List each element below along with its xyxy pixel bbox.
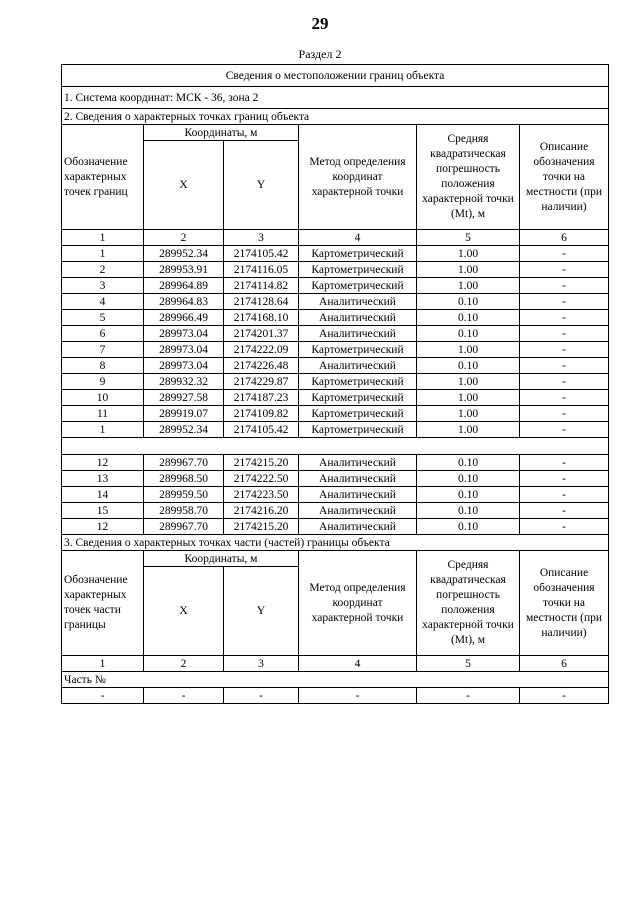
table-cell: 1.00: [417, 390, 520, 406]
table-cell: 1.00: [417, 342, 520, 358]
table-cell: 289952.34: [144, 246, 224, 262]
s3-col-numbers-row: [62, 656, 609, 672]
s3-header-col1: [62, 551, 144, 656]
coord-system: 1. Система координат: МСК - 36, зона 2: [62, 87, 609, 109]
table-cell: -: [417, 688, 520, 704]
table-cell: 1.00: [417, 246, 520, 262]
table-row: [62, 422, 609, 438]
table-cell: 0.10: [417, 519, 520, 535]
table-cell: 2174105.42: [224, 422, 299, 438]
col-number: 2: [144, 230, 224, 246]
table-cell: 289927.58: [144, 390, 224, 406]
table-cell: -: [520, 326, 609, 342]
table-cell: -: [520, 471, 609, 487]
table-row: [62, 278, 609, 294]
table-cell: 1.00: [417, 422, 520, 438]
table-cell: 8: [62, 358, 144, 374]
table-cell: 1: [62, 246, 144, 262]
table-cell: -: [62, 688, 144, 704]
table-cell: Картометрический: [299, 246, 417, 262]
table-cell: 1.00: [417, 406, 520, 422]
table-cell: 289919.07: [144, 406, 224, 422]
table-row: [62, 471, 609, 487]
s3-title: 3. Сведения о характерных точках части (частей) границы объекта: [62, 535, 609, 551]
table-row: [62, 246, 609, 262]
table-cell: 2174226.48: [224, 358, 299, 374]
table-cell: 12: [62, 455, 144, 471]
table-cell: 11: [62, 406, 144, 422]
table-cell: Аналитический: [299, 455, 417, 471]
s2-header-coords: Координаты, м: [144, 125, 299, 141]
table-row: [62, 342, 609, 358]
table-cell: -: [224, 688, 299, 704]
table-cell: -: [520, 262, 609, 278]
s3-header-y: Y: [224, 567, 299, 656]
table-cell: 2174216.20: [224, 503, 299, 519]
table-cell: -: [299, 688, 417, 704]
table-cell: -: [520, 406, 609, 422]
table-cell: 2174168.10: [224, 310, 299, 326]
table-cell: -: [520, 519, 609, 535]
col-number: 6: [520, 656, 609, 672]
col-number: 4: [299, 656, 417, 672]
table-row: [62, 294, 609, 310]
table-cell: 2174222.50: [224, 471, 299, 487]
s2-header-description: Описание обозначения точки на местности (при наличии): [520, 125, 609, 230]
table-cell: 289958.70: [144, 503, 224, 519]
table-cell: Картометрический: [299, 390, 417, 406]
table-cell: 4: [62, 294, 144, 310]
table-cell: -: [520, 503, 609, 519]
table-cell: 2174215.20: [224, 519, 299, 535]
table-cell: 289932.32: [144, 374, 224, 390]
table-cell: 0.10: [417, 455, 520, 471]
table-cell: 10: [62, 390, 144, 406]
table-cell: 2174187.23: [224, 390, 299, 406]
table-cell: 7: [62, 342, 144, 358]
coord-system-row: [62, 87, 609, 109]
s2-title-row: [62, 109, 609, 125]
table-row: [62, 455, 609, 471]
table-cell: Аналитический: [299, 503, 417, 519]
table-cell: 289964.89: [144, 278, 224, 294]
s2-header-col1: Обозначение характерных точек границ: [62, 125, 144, 230]
table-cell: 289964.83: [144, 294, 224, 310]
table-cell: -: [520, 487, 609, 503]
table-row: [62, 487, 609, 503]
table-cell: -: [520, 310, 609, 326]
table-cell: Аналитический: [299, 310, 417, 326]
col-number: 3: [224, 230, 299, 246]
s3-header-col1-text: Обозначение характерных точек части границы: [64, 574, 128, 631]
table-cell: 289973.04: [144, 326, 224, 342]
col-number: 2: [144, 656, 224, 672]
table-cell: 2174105.42: [224, 246, 299, 262]
table-row: [62, 358, 609, 374]
table-cell: Аналитический: [299, 358, 417, 374]
table-cell: -: [520, 455, 609, 471]
table-cell: 0.10: [417, 310, 520, 326]
table-cell: 6: [62, 326, 144, 342]
table-cell: -: [520, 342, 609, 358]
table-cell: 15: [62, 503, 144, 519]
table-cell: 5: [62, 310, 144, 326]
col-number: 5: [417, 656, 520, 672]
s3-header-row-1: [62, 551, 609, 567]
table-cell: 2174109.82: [224, 406, 299, 422]
table-cell: 13: [62, 471, 144, 487]
col-number: 4: [299, 230, 417, 246]
table-row: [62, 390, 609, 406]
table-cell: 0.10: [417, 326, 520, 342]
table-cell: 289952.34: [144, 422, 224, 438]
contour-separator-row: [62, 438, 609, 455]
table-cell: Картометрический: [299, 406, 417, 422]
table-cell: -: [520, 422, 609, 438]
table-cell: Картометрический: [299, 342, 417, 358]
table-row: [62, 326, 609, 342]
table-cell: -: [520, 278, 609, 294]
table-cell: -: [520, 358, 609, 374]
section-label: Раздел 2: [298, 47, 342, 61]
s2-col-numbers-row: [62, 230, 609, 246]
table-cell: 289953.91: [144, 262, 224, 278]
table-cell: Аналитический: [299, 487, 417, 503]
table-cell: Аналитический: [299, 471, 417, 487]
table-cell: Картометрический: [299, 278, 417, 294]
table-cell: 1.00: [417, 374, 520, 390]
s3-title-row: [62, 535, 609, 551]
table-cell: 0.10: [417, 471, 520, 487]
s2-header-y: Y: [224, 141, 299, 230]
table-cell: Аналитический: [299, 326, 417, 342]
s2-title: 2. Сведения о характерных точках границ объекта: [62, 109, 609, 125]
s2-header-method: Метод определения координат характерной точки: [299, 125, 417, 230]
table-title: Сведения о местоположении границ объекта: [62, 65, 609, 87]
table-cell: 9: [62, 374, 144, 390]
table-row: [62, 503, 609, 519]
table-cell: 14: [62, 487, 144, 503]
table-cell: Картометрический: [299, 374, 417, 390]
col-number: 6: [520, 230, 609, 246]
table-cell: 1.00: [417, 278, 520, 294]
table-row: [62, 519, 609, 535]
table-row: [62, 406, 609, 422]
table-cell: 2: [62, 262, 144, 278]
table-row: [62, 262, 609, 278]
s3-header-method: Метод определения координат характерной точки: [299, 551, 417, 656]
col-number: 1: [62, 230, 144, 246]
table-cell: 289959.50: [144, 487, 224, 503]
table-title-row: [62, 65, 609, 87]
table-cell: 2174223.50: [224, 487, 299, 503]
table-cell: Картометрический: [299, 262, 417, 278]
table-cell: 2174229.87: [224, 374, 299, 390]
table-cell: 2174116.05: [224, 262, 299, 278]
table-cell: -: [520, 688, 609, 704]
s2-header-accuracy: Средняя квадратическая погрешность положения характерной точки (Mt), м: [417, 125, 520, 230]
s3-header-description: Описание обозначения точки на местности (при наличии): [520, 551, 609, 656]
boundary-table: [61, 64, 609, 704]
table-cell: 1.00: [417, 262, 520, 278]
col-number: 3: [224, 656, 299, 672]
table-cell: -: [520, 390, 609, 406]
table-cell: 289967.70: [144, 455, 224, 471]
table-cell: 2174114.82: [224, 278, 299, 294]
table-cell: Аналитический: [299, 294, 417, 310]
part-label: Часть №: [62, 672, 609, 688]
page-number: 29: [311, 14, 329, 33]
col-number: 1: [62, 656, 144, 672]
table-row: [62, 374, 609, 390]
table-cell: 0.10: [417, 503, 520, 519]
table-cell: -: [520, 374, 609, 390]
table-cell: 289973.04: [144, 358, 224, 374]
table-cell: Аналитический: [299, 519, 417, 535]
table-cell: -: [520, 246, 609, 262]
table-cell: 2174215.20: [224, 455, 299, 471]
table-cell: Картометрический: [299, 422, 417, 438]
s3-header-coords: Координаты, м: [144, 551, 299, 567]
table-cell: 289966.49: [144, 310, 224, 326]
table-cell: 2174201.37: [224, 326, 299, 342]
table-cell: 1: [62, 422, 144, 438]
table-cell: 2174128.64: [224, 294, 299, 310]
s3-header-x: X: [144, 567, 224, 656]
table-cell: 289973.04: [144, 342, 224, 358]
s2-header-row-1: [62, 125, 609, 141]
part-row: [62, 672, 609, 688]
table-cell: 2174222.09: [224, 342, 299, 358]
table-cell: -: [520, 294, 609, 310]
table-cell: 0.10: [417, 358, 520, 374]
table-cell: 0.10: [417, 487, 520, 503]
table-cell: -: [144, 688, 224, 704]
s3-header-accuracy: Средняя квадратическая погрешность положения характерной точки (Mt), м: [417, 551, 520, 656]
table-cell: 12: [62, 519, 144, 535]
table-cell: 289968.50: [144, 471, 224, 487]
s2-header-x: X: [144, 141, 224, 230]
table-row: [62, 310, 609, 326]
table-cell: 289967.70: [144, 519, 224, 535]
table-cell: 0.10: [417, 294, 520, 310]
s3-empty-row: [62, 688, 609, 704]
col-number: 5: [417, 230, 520, 246]
contour-separator: [62, 438, 609, 455]
table-cell: 3: [62, 278, 144, 294]
